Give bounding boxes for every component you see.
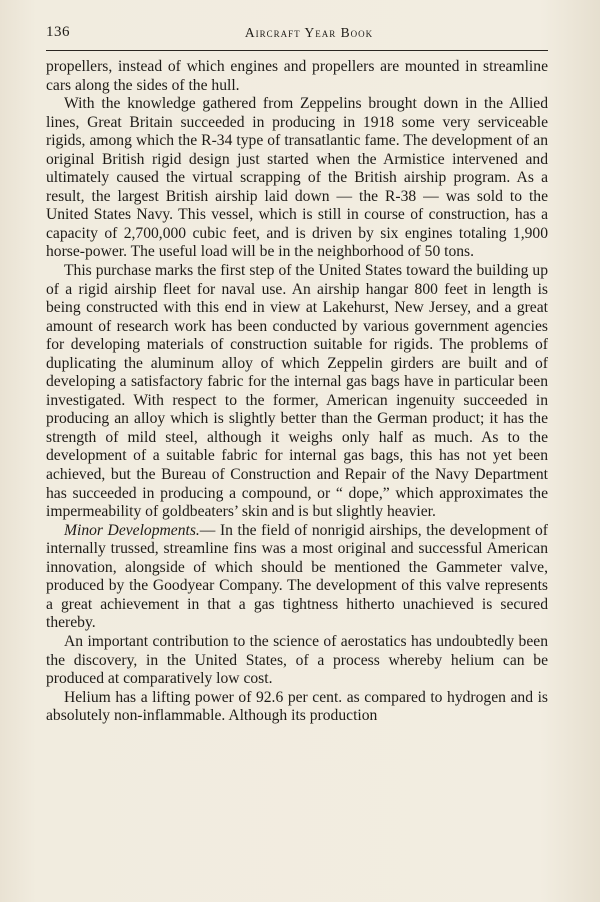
- paragraph-minor-developments: [46, 522, 548, 633]
- paragraph-us-rigid-fleet: This purchase marks the first step of the United States toward the building up of a rigid airship fleet for naval use. An airship hangar 800 feet in length is being constructed with this end in view at Lakehurst, New Jersey, and a great amount of research work has been conducted by various government agencies for developing materials of construction suitable for rigids. The problems of duplicating the aluminum alloy of which Zeppelin girders are built and of developing a satisfactory fabric for the internal gas bags have in particular been investigated. With respect to the former, American ingenuity succeeded in producing an alloy which is slightly better than the German product; it has the strength of mild steel, although it weighs only half as much. As to the development of a suitable fabric for internal gas bags, this has not yet been achieved, but the Bureau of Construction and Repair of the Navy Department has succeeded in producing a compound, or “ dope,” which approximates the impermeability of goldbeaters’ skin and is but slightly heavier.: [46, 262, 548, 521]
- header-rule: [46, 50, 548, 51]
- paragraph-helium-lifting-power: Helium has a lifting power of 92.6 per cent. as compared to hydrogen and is absolutely non-inflammable. Although its production: [46, 688, 548, 725]
- page-header: [46, 24, 548, 46]
- paragraph-continuation: propellers, instead of which engines and propellers are mounted in streamline cars along the sides of the hull.: [46, 58, 548, 94]
- body-text: [46, 58, 548, 726]
- paragraph-minor-developments-text: — In the field of nonrigid airships, the development of internally trussed, streamline fins was a most original and successful American innovation, alongside of which should be mentioned the Gammeter valve, produced by the Goodyear Company. The development of this valve represents a great achievement in that a gas tightness hitherto unachieved is secured thereby.: [46, 521, 548, 632]
- section-run-in-heading: Minor Developments.: [64, 521, 200, 539]
- page-number: 136: [46, 24, 70, 40]
- paragraph-helium-discovery: An important contribution to the science of aerostatics has undoubtedly been the discovery, in the United States, of a process whereby helium can be produced at comparatively low cost.: [46, 632, 548, 688]
- running-head: Aircraft Year Book: [244, 25, 374, 40]
- paragraph-british-rigids: With the knowledge gathered from Zeppelins brought down in the Allied lines, Great Britain succeeded in producing in 1918 some very serviceable rigids, among which the R-34 type of transatlantic fame. The development of an original British rigid design just started when the Armistice intervened and ultimately caused the virtual scrapping of the British airship program. As a result, the largest British airship laid down — the R-38 — was sold to the United States Navy. This vessel, which is still in course of construction, has a capacity of 2,700,000 cubic feet, and is driven by six engines totaling 1,900 horse-power. The useful load will be in the neighborhood of 50 tons.: [46, 95, 548, 261]
